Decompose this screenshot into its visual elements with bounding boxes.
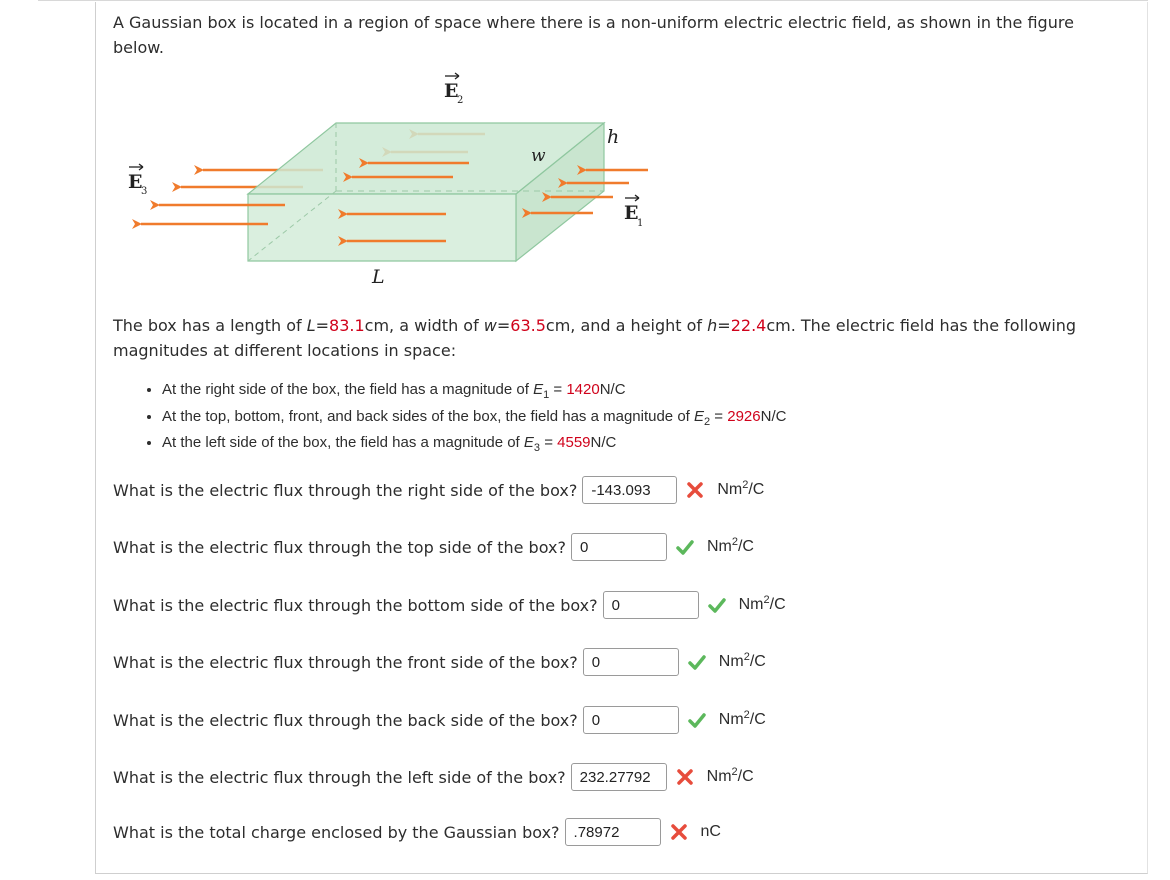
answer-input[interactable]: 0	[583, 648, 679, 676]
cross-icon	[669, 822, 689, 842]
list-item: • At the top, bottom, front, and back sides of the box, the field has a magnitude of $E_2 = 2926N/C$	[162, 404, 786, 431]
dimensions-text: The box has a length of L=83.1cm, a width of w=63.5cm, and a height of h=22.4cm. The electric field has the following magnitudes at different locations in space:	[113, 316, 1077, 360]
label-l: L	[372, 266, 385, 288]
unit-label: Nm$^2$/C	[706, 766, 754, 785]
gaussian-box-figure	[113, 66, 673, 296]
question-enclosed-charge	[113, 817, 721, 847]
question-left-flux	[113, 762, 754, 792]
check-icon	[687, 710, 707, 730]
svg-text:2: 2	[457, 95, 464, 106]
field-magnitudes-list	[113, 377, 786, 457]
svg-text:E: E	[444, 80, 459, 102]
question-label: What is the electric flux through the front side of the box?	[113, 652, 578, 672]
unit-label: Nm$^2$/C	[738, 594, 786, 613]
problem-intro: A Gaussian box is located in a region of space where there is a non-uniform electric electric field, as shown in the figure below.	[113, 13, 1074, 57]
list-item: • At the left side of the box, the field has a magnitude of $E_3 = 4559N/C$	[162, 430, 786, 457]
unit-label: nC	[700, 823, 721, 840]
label-e3	[128, 164, 147, 197]
question-bottom-flux	[113, 590, 786, 620]
answer-input[interactable]: -143.093	[582, 476, 677, 504]
unit-label: Nm$^2$/C	[718, 709, 766, 728]
answer-input[interactable]: 0	[583, 706, 679, 734]
answer-input[interactable]: 232.27792	[571, 763, 667, 791]
unit-label: Nm$^2$/C	[706, 536, 754, 555]
svg-text:1: 1	[637, 218, 644, 229]
svg-text:3: 3	[141, 186, 148, 197]
svg-text:E: E	[128, 171, 143, 193]
unit-label: Nm$^2$/C	[718, 651, 766, 670]
label-h: h	[607, 126, 620, 148]
list-item: • At the right side of the box, the field has a magnitude of $E_1 = 1420N/C$	[162, 377, 786, 404]
question-label: What is the total charge enclosed by the Gaussian box?	[113, 822, 560, 842]
question-right-flux	[113, 475, 764, 505]
cross-icon	[675, 767, 695, 787]
question-back-flux	[113, 705, 766, 735]
label-w: w	[531, 146, 546, 166]
question-label: What is the electric flux through the left side of the box?	[113, 767, 566, 787]
check-icon	[707, 595, 727, 615]
check-icon	[675, 537, 695, 557]
cross-icon	[685, 480, 705, 500]
question-label: What is the electric flux through the bottom side of the box?	[113, 595, 598, 615]
check-icon	[687, 652, 707, 672]
label-e2	[444, 73, 463, 106]
length-value: 83.1	[329, 316, 365, 335]
question-label: What is the electric flux through the right side of the box?	[113, 480, 578, 500]
answer-input[interactable]: .78972	[565, 818, 661, 846]
top-divider	[38, 0, 1148, 1]
unit-label: Nm$^2$/C	[717, 479, 765, 498]
answer-input[interactable]: 0	[603, 591, 699, 619]
label-e1	[624, 195, 643, 229]
question-top-flux	[113, 532, 754, 562]
width-value: 63.5	[510, 316, 546, 335]
question-front-flux	[113, 647, 766, 677]
answer-input[interactable]: 0	[571, 533, 667, 561]
svg-text:E: E	[624, 202, 639, 224]
height-value: 22.4	[730, 316, 767, 335]
question-label: What is the electric flux through the back side of the box?	[113, 710, 578, 730]
question-label: What is the electric flux through the top side of the box?	[113, 537, 566, 557]
